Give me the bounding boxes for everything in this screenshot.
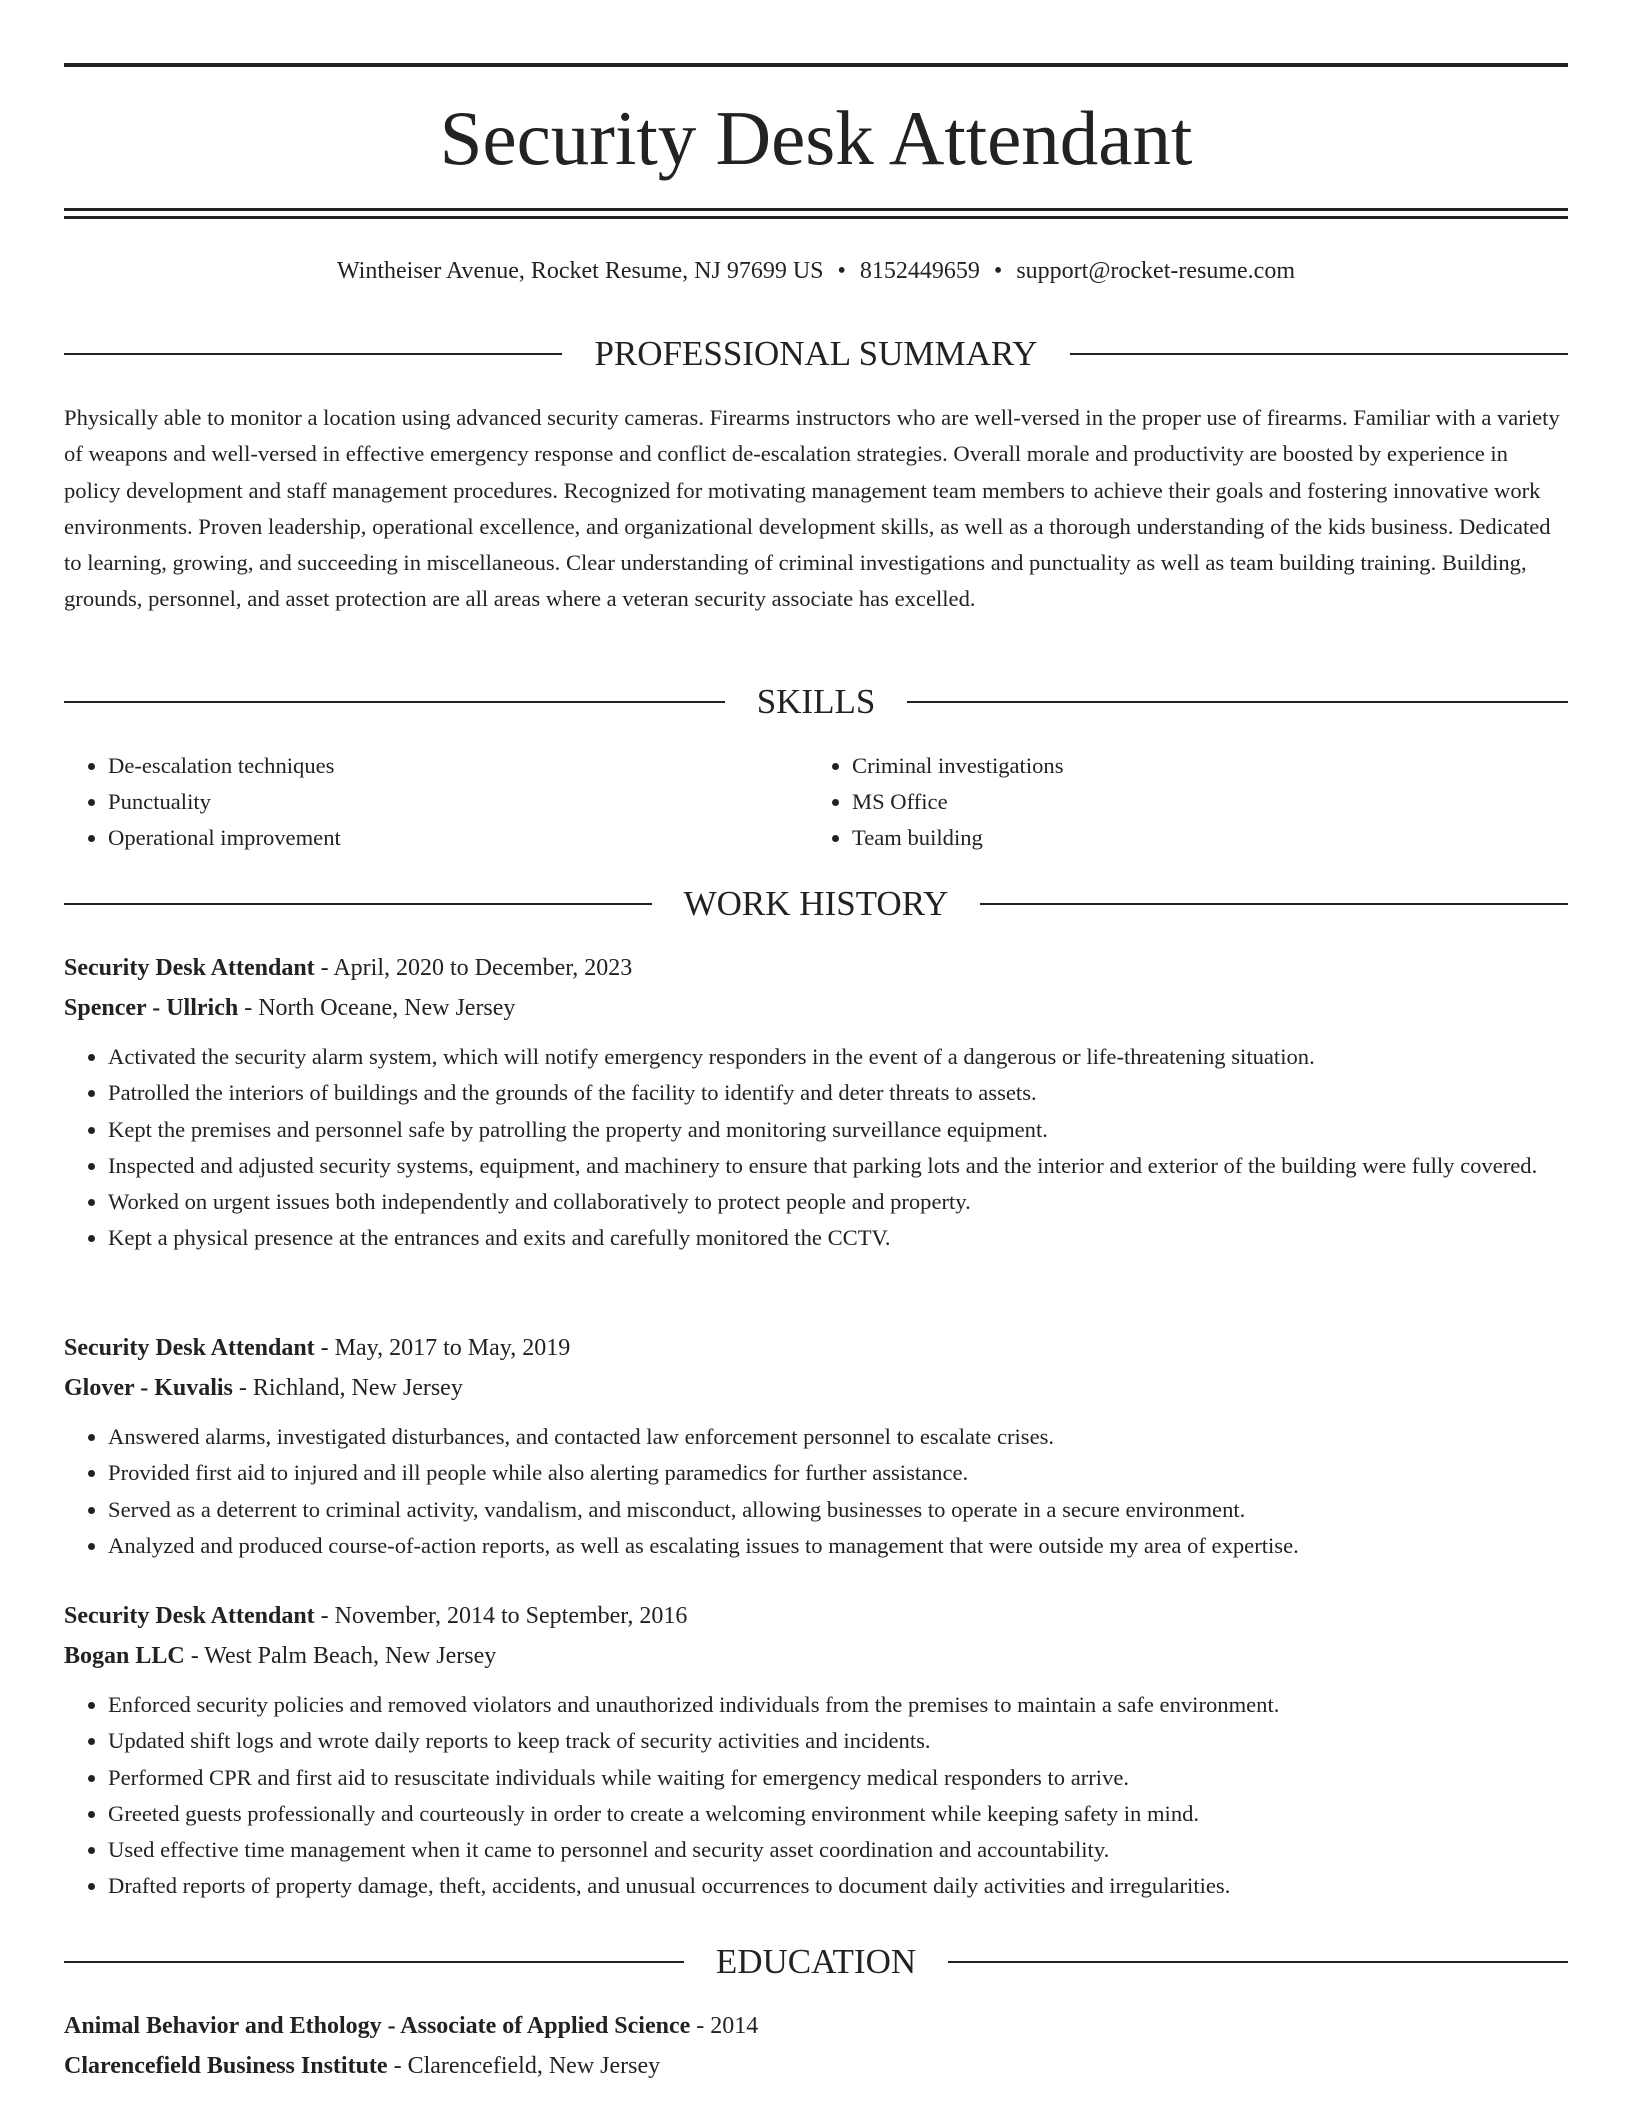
skill-item: • De-escalation techniques (108, 748, 808, 784)
education-entry (64, 2006, 1568, 2086)
job-bullet: • Used effective time management when it came to personnel and security asset coordination and accountability. (108, 1832, 1568, 1868)
job-dates: - May, 2017 to May, 2019 (314, 1335, 571, 1361)
job-company: Spencer - Ullrich (64, 995, 239, 1021)
top-rule (64, 63, 1568, 67)
job-company: Glover - Kuvalis (64, 1375, 233, 1401)
skills-list (64, 748, 1568, 856)
heading-rule-left (64, 701, 725, 703)
job-bullet: • Answered alarms, investigated disturbances, and contacted law enforcement personnel to escalate crises. (108, 1419, 1568, 1455)
skill-item: • Team building (852, 820, 1552, 856)
resume-name: Security Desk Attendant (439, 95, 1193, 181)
education-degree-line (64, 2006, 1568, 2046)
job-bullet: • Kept a physical presence at the entrances and exits and carefully monitored the CCTV. (108, 1220, 1568, 1256)
job-dates: - November, 2014 to September, 2016 (314, 1603, 688, 1629)
job-location: - West Palm Beach, New Jersey (184, 1643, 497, 1669)
job-bullet: • Worked on urgent issues both independently and collaboratively to protect people and property. (108, 1184, 1568, 1220)
job-title: Security Desk Attendant (64, 1335, 315, 1361)
skill-item: • Punctuality (108, 784, 808, 820)
job-company-line (64, 1368, 1568, 1408)
heading-rule-right (907, 701, 1568, 703)
contact-line (64, 255, 1568, 287)
work-heading (64, 884, 1568, 924)
header-rule-bottom (64, 216, 1568, 219)
contact-separator: • (993, 258, 1003, 284)
header-rule-top (64, 208, 1568, 211)
job-company: Bogan LLC (64, 1643, 185, 1669)
job-bullets (64, 1687, 1568, 1905)
skill-item: • Operational improvement (108, 820, 808, 856)
job-company-line (64, 988, 1568, 1028)
job-bullet: • Activated the security alarm system, which will notify emergency responders in the event of a dangerous or life-threatening situation. (108, 1039, 1568, 1075)
education-title: EDUCATION (715, 1942, 917, 1981)
education-location: - Clarencefield, New Jersey (387, 2053, 661, 2079)
job-entry (64, 1596, 1568, 1905)
contact-address: Wintheiser Avenue, Rocket Resume, NJ 97699 US (336, 258, 824, 284)
heading-rule-left (64, 353, 562, 355)
job-title: Security Desk Attendant (64, 1603, 315, 1629)
job-bullet: • Provided first aid to injured and ill people while also alerting paramedics for further assistance. (108, 1455, 1568, 1491)
summary-title: PROFESSIONAL SUMMARY (594, 334, 1038, 373)
education-school-line (64, 2046, 1568, 2086)
education-degree: Animal Behavior and Ethology - Associate of Applied Science (64, 2013, 691, 2039)
job-bullet: • Enforced security policies and removed violators and unauthorized individuals from the premises to maintain a safe environment. (108, 1687, 1568, 1723)
heading-rule-right (980, 903, 1568, 905)
job-bullet: • Drafted reports of property damage, theft, accidents, and unusual occurrences to document daily activities and irregularities. (108, 1868, 1568, 1904)
job-bullet: • Performed CPR and first aid to resuscitate individuals while waiting for emergency medical responders to arrive. (108, 1760, 1568, 1796)
job-bullet: • Analyzed and produced course-of-action reports, as well as escalating issues to management that were outside my area of expertise. (108, 1528, 1568, 1564)
contact-phone: 8152449659 (859, 258, 980, 284)
job-company-line (64, 1636, 1568, 1676)
skills-title: SKILLS (756, 682, 876, 721)
heading-rule-left (64, 903, 652, 905)
contact-email: support@rocket-resume.com (1016, 258, 1295, 284)
skills-column-1 (64, 748, 808, 856)
job-location: - Richland, New Jersey (232, 1375, 463, 1401)
job-title-line (64, 1596, 1568, 1636)
education-school: Clarencefield Business Institute (64, 2053, 388, 2079)
job-bullet: • Greeted guests professionally and courteously in order to create a welcoming environment while keeping safety in mind. (108, 1796, 1568, 1832)
heading-rule-right (1070, 353, 1568, 355)
skill-item: • Criminal investigations (852, 748, 1552, 784)
contact-separator: • (837, 258, 846, 284)
job-bullet: • Inspected and adjusted security systems, equipment, and machinery to ensure that parking lots and the interior and exterior of the building were fully covered. (108, 1148, 1568, 1184)
job-bullet: • Updated shift logs and wrote daily reports to keep track of security activities and incidents. (108, 1723, 1568, 1759)
summary-text: Physically able to monitor a location using advanced security cameras. Firearms instructors who are well-versed in the proper use of firearms. Familiar with a variety of weapons and well-versed in effective emergency response and conflict de-escalation strategies. Overall morale and productivity are boosted by experience in policy development and staff management procedures. Recognized for motivating management team members to achieve their goals and fostering innovative work environments. Proven leadership, operational excellence, and organizational development skills, as well as a thorough understanding of the kids business. Dedicated to learning, growing, and succeeding in miscellaneous. Clear understanding of criminal investigations and punctuality as well as team building training. Building, grounds, personnel, and asset protection are all areas where a veteran security associate has excelled. (64, 405, 1560, 612)
job-bullets (64, 1419, 1568, 1564)
skills-heading (64, 682, 1568, 722)
job-title-line (64, 1328, 1568, 1368)
job-entry (64, 948, 1568, 1257)
job-title-line (64, 948, 1568, 988)
skill-item: • MS Office (852, 784, 1552, 820)
job-location: - North Oceane, New Jersey (238, 995, 516, 1021)
skills-column-2 (808, 748, 1552, 856)
education-year: - 2014 (690, 2013, 759, 2039)
job-title: Security Desk Attendant (64, 955, 315, 981)
summary-heading (64, 334, 1568, 374)
heading-rule-left (64, 1961, 684, 1963)
job-bullet: • Patrolled the interiors of buildings and the grounds of the facility to identify and deter threats to assets. (108, 1075, 1568, 1111)
job-bullet: • Served as a deterrent to criminal activity, vandalism, and misconduct, allowing businesses to operate in a secure environment. (108, 1492, 1568, 1528)
heading-rule-right (948, 1961, 1568, 1963)
job-bullets (64, 1039, 1568, 1257)
job-dates: - April, 2020 to December, 2023 (314, 955, 633, 981)
education-heading (64, 1942, 1568, 1982)
work-title: WORK HISTORY (683, 884, 949, 923)
job-entry (64, 1328, 1568, 1564)
job-bullet: • Kept the premises and personnel safe by patrolling the property and monitoring surveillance equipment. (108, 1112, 1568, 1148)
